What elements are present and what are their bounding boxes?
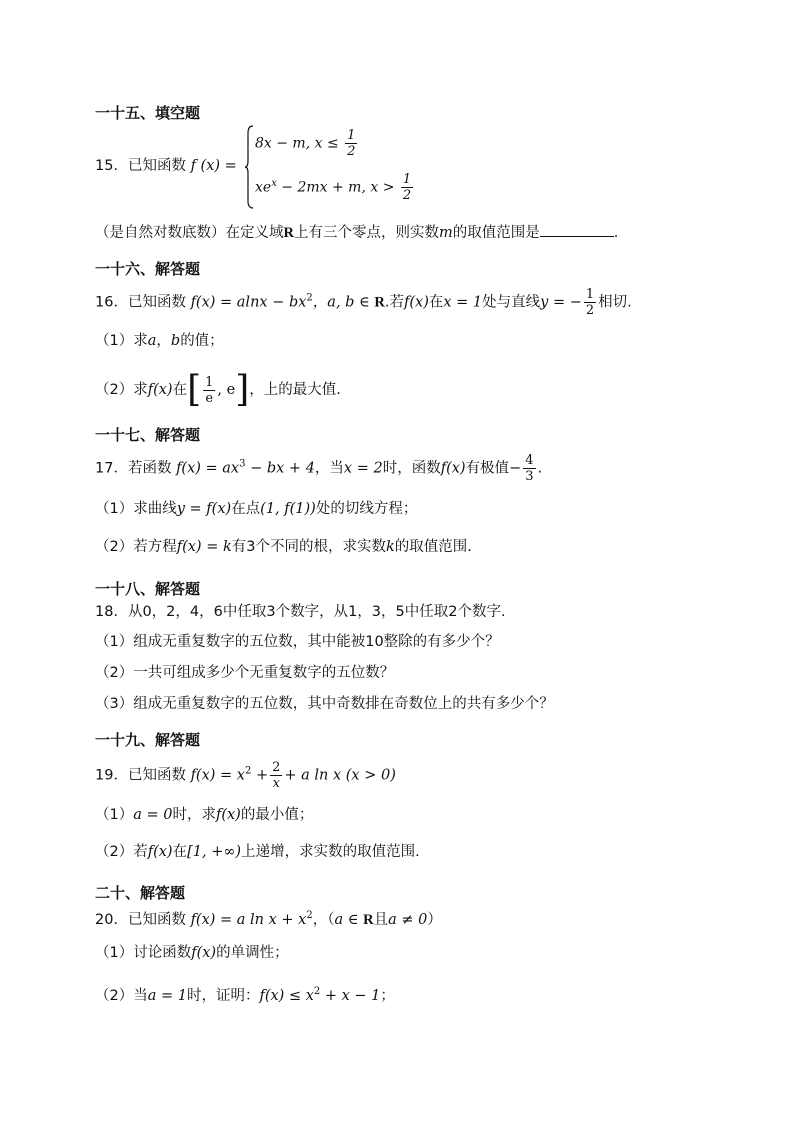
q18-part-1: （1）组成无重复数字的五位数，其中能被10整除的有多少个？	[95, 634, 500, 650]
q19-part-2: （2）若f(x)在[1, +∞)上递增，求实数的取值范围.	[95, 844, 420, 860]
q15-lead: 15．已知函数 f (x) =	[95, 158, 237, 174]
section-heading-20: 二十、解答题	[95, 884, 186, 902]
q17-lead: 17．若函数 $f(x) = ax^3$ − bx + 4，当x = 2时，函数f(x)有极值− $\frac{4}{3}$ .	[95, 453, 543, 484]
q20-lead: 20．已知函数 f(x) = a $\ln x + x^2$，（a ∈ R且a ≠ 0）	[95, 910, 442, 928]
q19-lead: 19．已知函数 $f(x) = x^2$ + $\frac{2}{x}$ + a ln x (x > 0)	[95, 760, 396, 791]
q15-case2-frac: $\frac{1}{2}$	[402, 172, 412, 203]
q15-case-2: $xe^x - 2mx + m$, x > $\frac{1}{2}$	[255, 172, 412, 203]
q18-part-3: （3）组成无重复数字的五位数，其中奇数排在奇数位上的共有多少个？	[95, 696, 554, 712]
piecewise-brace	[244, 125, 254, 209]
answer-blank[interactable]	[540, 222, 614, 237]
q15-line-2: （是自然对数底数）在定义域R上有三个零点，则实数m的取值范围是 .	[95, 222, 618, 243]
q15-case1-frac: $\frac{1}{2}$	[347, 128, 356, 159]
q17-part-1: （1）求曲线y = f(x)在点(1, f(1))处的切线方程；	[95, 501, 418, 517]
q20-part-1: （1）讨论函数f(x)的单调性；	[95, 945, 289, 961]
q16-part-1: （1）求a，b的值；	[95, 333, 224, 349]
section-heading-19: 一十九、解答题	[95, 731, 201, 749]
q16-lead: 16．已知函数 $f(x) = alnx - bx^2$，a, b ∈ R.若f(x)在x = 1处与直线y = − $\frac{1}{2}$ 相切.	[95, 287, 632, 318]
section-heading-18: 一十八、解答题	[95, 580, 201, 598]
q16-interval-frac: $\frac{1}{e}$	[205, 374, 214, 406]
q18-lead: 18．从0，2，4，6中任取3个数字，从1，3，5中任取2个数字.	[95, 604, 506, 620]
q16-frac: $\frac{1}{2}$	[585, 287, 595, 318]
q16-part-2: （2）求f(x)在[ $\frac{1}{e}$ , e]，上的最大值.	[95, 369, 341, 410]
section-heading-15: 一十五、填空题	[95, 104, 201, 122]
q20-part-2: （2）当a = 1时，证明：$f(x) \le x^2 + x - 1$；	[95, 986, 395, 1004]
q19-part-1: （1）a = 0时，求f(x)的最小值；	[95, 807, 314, 823]
section-heading-17: 一十七、解答题	[95, 426, 201, 444]
q17-frac: $\frac{4}{3}$	[525, 453, 534, 484]
q17-part-2: （2）若方程f(x) = k有3个不同的根，求实数k的取值范围.	[95, 539, 472, 555]
q19-frac: $\frac{2}{x}$	[272, 760, 281, 791]
q15-fx: f (x) =	[190, 158, 237, 174]
section-heading-16: 一十六、解答题	[95, 260, 201, 278]
q18-part-2: （2）一共可组成多少个无重复数字的五位数？	[95, 665, 395, 681]
q15-case-1: 8x − m, x ≤ $\frac{1}{2}$	[255, 128, 356, 159]
